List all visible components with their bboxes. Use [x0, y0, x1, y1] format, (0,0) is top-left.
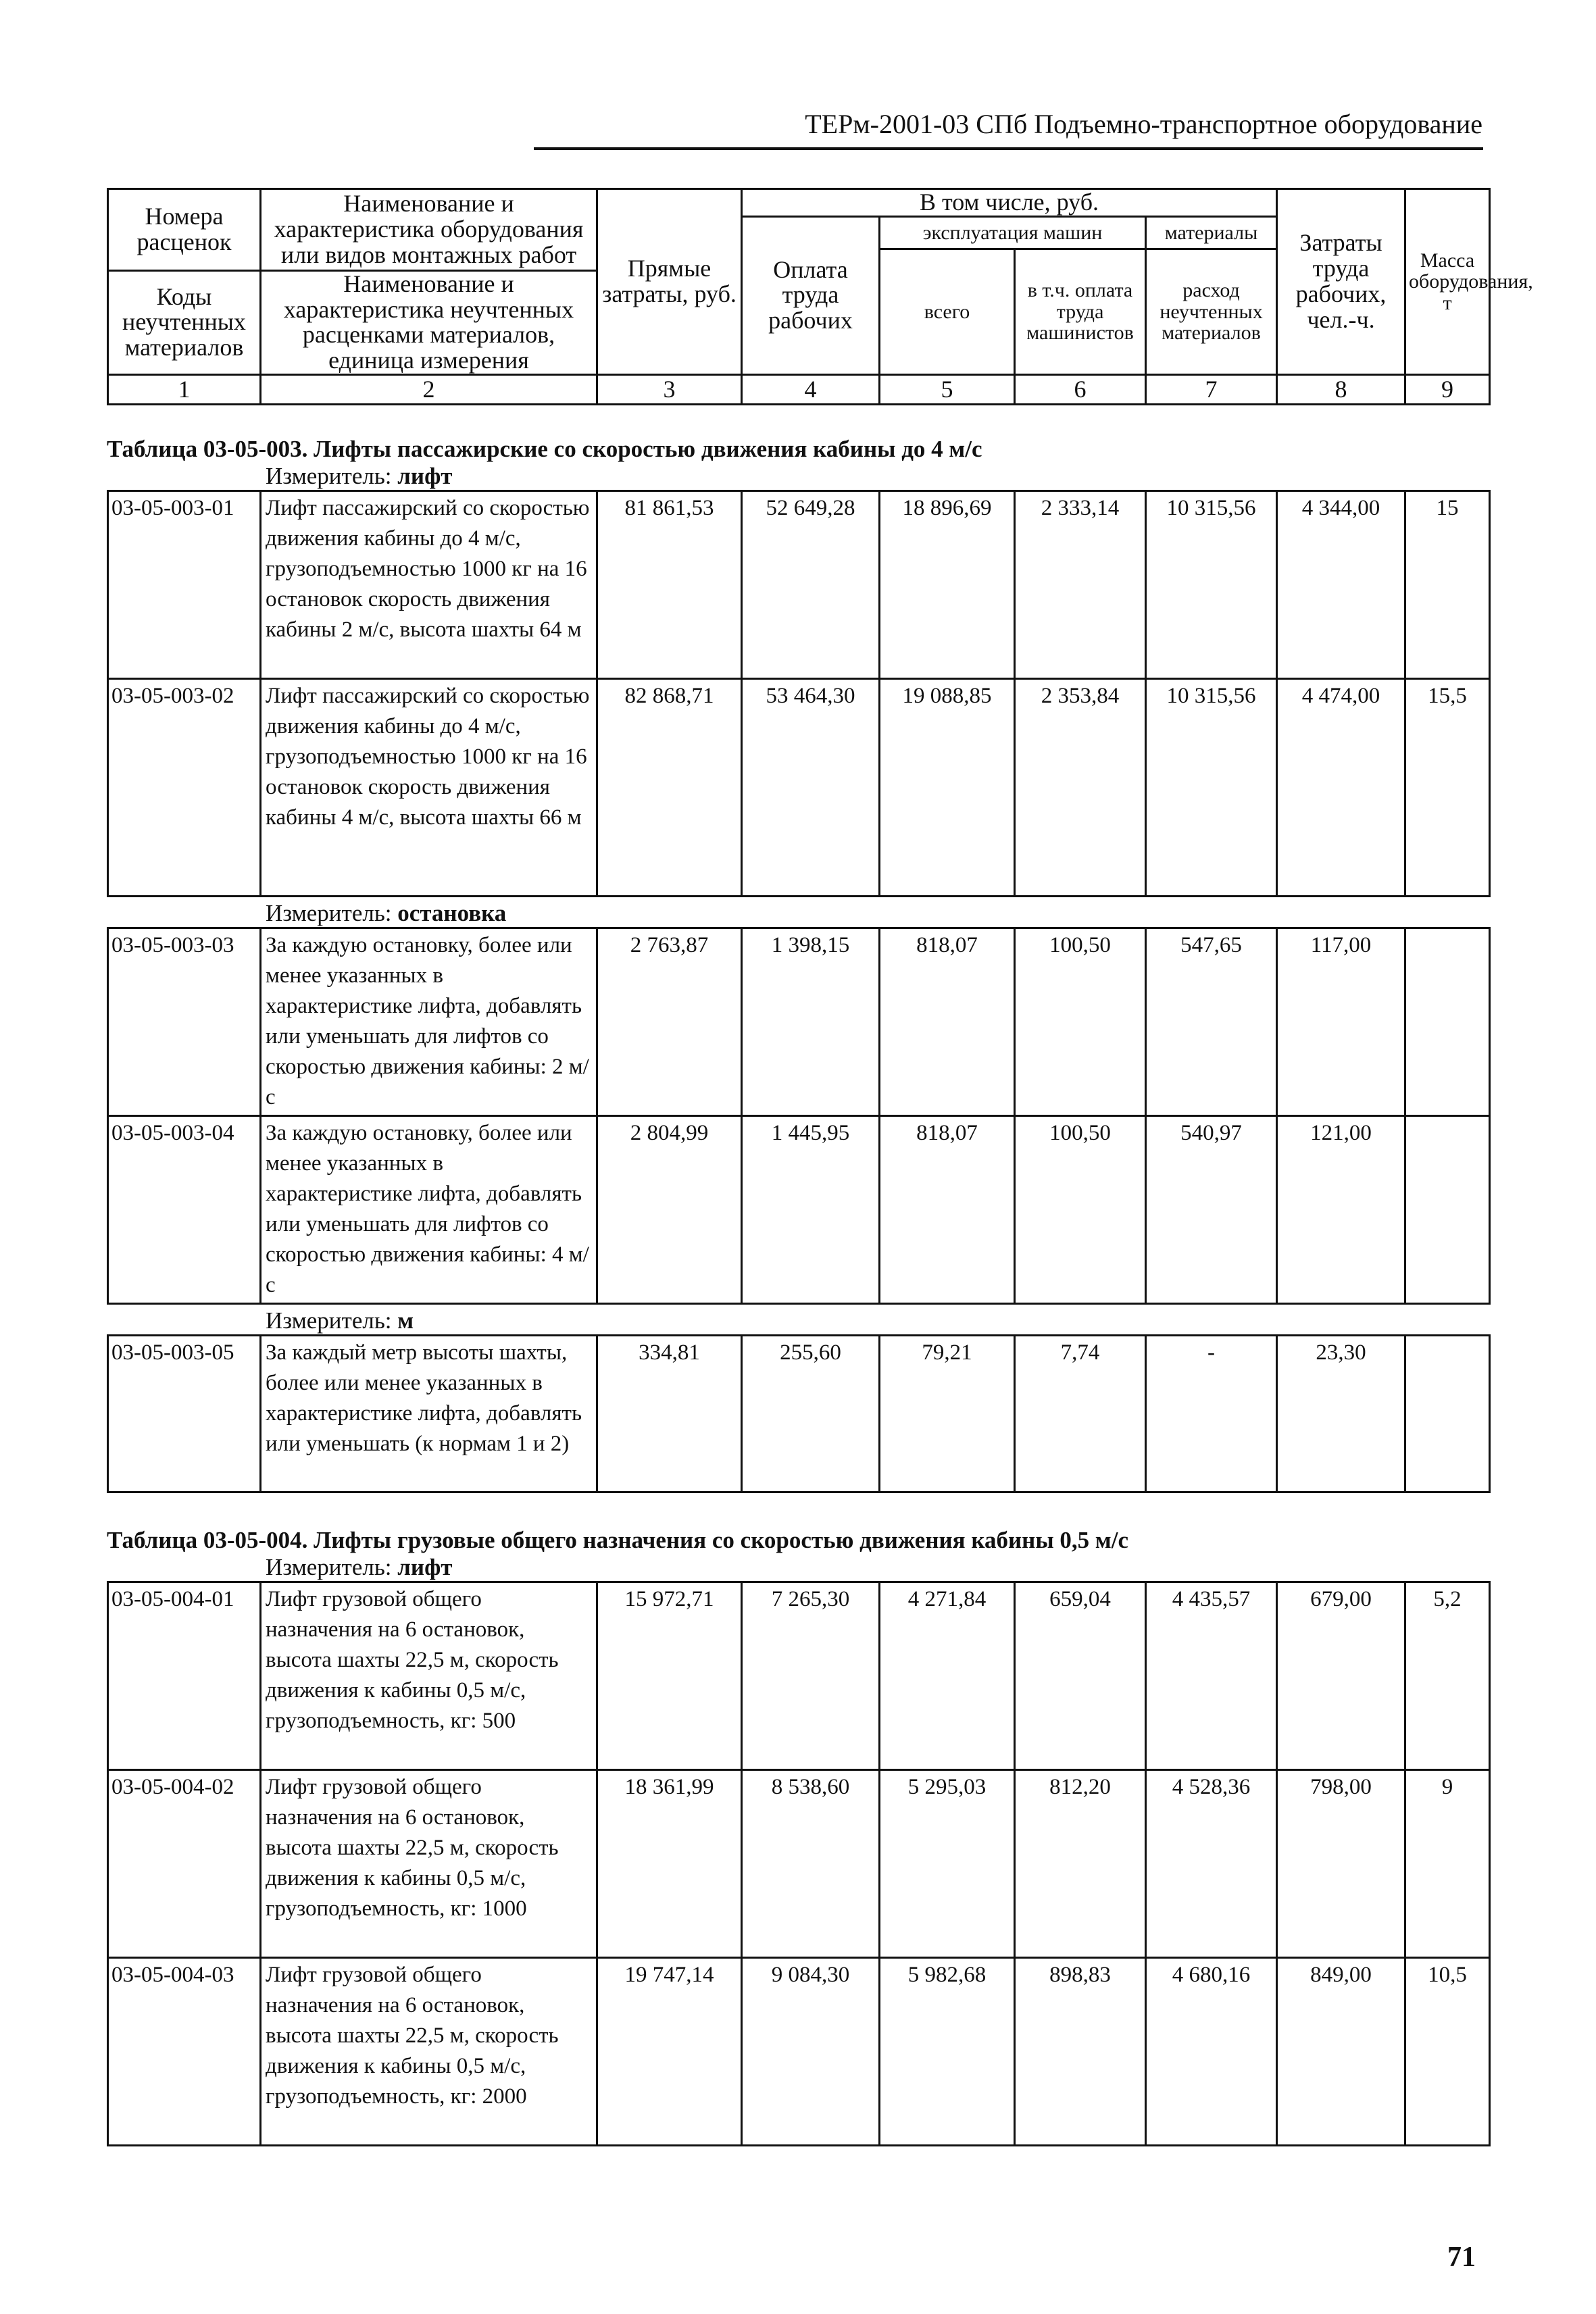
- table-03-05-004: [107, 1527, 1489, 2146]
- machines-total: 19 088,85: [880, 679, 1015, 897]
- machines-total: 79,21: [880, 1336, 1015, 1492]
- col-number: 7: [1146, 374, 1277, 404]
- rate-description: Лифт грузовой общего назначения на 6 остановок, высота шахты 22,5 м, скорость движения к кабины 0,5 м/с, грузоподъемность, кг: 2000: [261, 1958, 597, 2146]
- labor-hours: 849,00: [1277, 1958, 1405, 2146]
- col-4-header: Оплата труда рабочих: [742, 216, 880, 374]
- materials: 547,65: [1146, 928, 1277, 1116]
- col-5-header: всего: [880, 249, 1015, 374]
- machinist-pay: 2 333,14: [1015, 491, 1146, 679]
- machines-total: 818,07: [880, 928, 1015, 1116]
- direct-costs: 334,81: [597, 1336, 742, 1492]
- col-number: 8: [1277, 374, 1405, 404]
- group-header: В том числе, руб.: [742, 189, 1277, 217]
- direct-costs: 2 804,99: [597, 1116, 742, 1304]
- machinist-pay: 2 353,84: [1015, 679, 1146, 897]
- equipment-mass: 9: [1405, 1770, 1490, 1958]
- col-number: 6: [1015, 374, 1146, 404]
- table-row: [108, 1116, 1490, 1304]
- machinist-pay: 898,83: [1015, 1958, 1146, 2146]
- machinist-pay: 7,74: [1015, 1336, 1146, 1492]
- col-8-header: Затраты труда рабочих, чел.-ч.: [1277, 189, 1405, 375]
- labor-hours: 121,00: [1277, 1116, 1405, 1304]
- rates-table: [107, 1581, 1491, 2146]
- rate-description: Лифт пассажирский со скоростью движения кабины до 4 м/с, грузоподъемностью 1000 кг на 16 остановок скорость движения кабины 4 м/с, высота шахты 66 м: [261, 679, 597, 897]
- measure-label: Измеритель: лифт: [266, 1554, 453, 1580]
- machinist-pay: 100,50: [1015, 1116, 1146, 1304]
- col-1-bottom: Коды неучтенных материалов: [108, 270, 261, 374]
- labor-pay: 1 398,15: [742, 928, 880, 1116]
- direct-costs: 82 868,71: [597, 679, 742, 897]
- materials: 10 315,56: [1146, 679, 1277, 897]
- table-row: [108, 679, 1490, 897]
- rate-code: 03-05-003-02: [108, 679, 261, 897]
- measure-label: Измеритель: остановка: [266, 900, 507, 926]
- machines-total: 818,07: [880, 1116, 1015, 1304]
- equipment-mass: 5,2: [1405, 1582, 1490, 1770]
- subgroup-machines: эксплуатация машин: [880, 216, 1146, 249]
- labor-hours: 117,00: [1277, 928, 1405, 1116]
- rate-code: 03-05-004-02: [108, 1770, 261, 1958]
- rate-description: Лифт пассажирский со скоростью движения кабины до 4 м/с, грузоподъемностью 1000 кг на 16 остановок скорость движения кабины 2 м/с, высота шахты 64 м: [261, 491, 597, 679]
- col-number: 3: [597, 374, 742, 404]
- equipment-mass: [1405, 1116, 1490, 1304]
- direct-costs: 15 972,71: [597, 1582, 742, 1770]
- col-2-bottom: Наименование и характеристика неучтенных расценками материалов, единица измерения: [261, 270, 597, 374]
- rate-description: Лифт грузовой общего назначения на 6 остановок, высота шахты 22,5 м, скорость движения к кабины 0,5 м/с, грузоподъемность, кг: 1000: [261, 1770, 597, 1958]
- rates-table: [107, 490, 1491, 897]
- col-3-header: Прямые затраты, руб.: [597, 189, 742, 375]
- materials: 4 435,57: [1146, 1582, 1277, 1770]
- table-caption: Таблица 03-05-003. Лифты пассажирские со скоростью движения кабины до 4 м/с: [107, 436, 982, 462]
- labor-hours: 679,00: [1277, 1582, 1405, 1770]
- column-header-table: [107, 188, 1533, 405]
- measure-label: Измеритель: м: [266, 1307, 414, 1334]
- labor-pay: 255,60: [742, 1336, 880, 1492]
- col-number: 1: [108, 374, 261, 404]
- materials: 540,97: [1146, 1116, 1277, 1304]
- labor-hours: 798,00: [1277, 1770, 1405, 1958]
- labor-hours: 4 474,00: [1277, 679, 1405, 897]
- table-row: [108, 1770, 1490, 1958]
- table-row: [108, 1582, 1490, 1770]
- rate-code: 03-05-004-03: [108, 1958, 261, 2146]
- direct-costs: 19 747,14: [597, 1958, 742, 2146]
- table-caption: Таблица 03-05-004. Лифты грузовые общего назначения со скоростью движения кабины 0,5 м/с: [107, 1527, 1129, 1553]
- rate-code: 03-05-004-01: [108, 1582, 261, 1770]
- machines-total: 5 295,03: [880, 1770, 1015, 1958]
- col-9-header: Масса оборудования, т: [1405, 189, 1490, 375]
- col-number: 9: [1405, 374, 1490, 404]
- labor-pay: 53 464,30: [742, 679, 880, 897]
- table-row: [108, 1336, 1490, 1492]
- col-number: 5: [880, 374, 1015, 404]
- direct-costs: 18 361,99: [597, 1770, 742, 1958]
- rate-code: 03-05-003-01: [108, 491, 261, 679]
- machinist-pay: 812,20: [1015, 1770, 1146, 1958]
- machines-total: 18 896,69: [880, 491, 1015, 679]
- machines-total: 4 271,84: [880, 1582, 1015, 1770]
- col-2-top: Наименование и характеристика оборудования или видов монтажных работ: [261, 189, 597, 271]
- labor-pay: 9 084,30: [742, 1958, 880, 2146]
- page-header-title: ТЕРм-2001-03 СПб Подъемно-транспортное оборудование: [805, 109, 1482, 139]
- table-row: [108, 928, 1490, 1116]
- labor-hours: 23,30: [1277, 1336, 1405, 1492]
- rate-description: За каждый метр высоты шахты, более или менее указанных в характеристике лифта, добавлять или уменьшать (к нормам 1 и 2): [261, 1336, 597, 1492]
- equipment-mass: [1405, 1336, 1490, 1492]
- materials: 4 528,36: [1146, 1770, 1277, 1958]
- col-7-header: расход неучтенных материалов: [1146, 249, 1277, 374]
- labor-pay: 7 265,30: [742, 1582, 880, 1770]
- col-number: 2: [261, 374, 597, 404]
- table-row: [108, 1958, 1490, 2146]
- table-03-05-003: [107, 436, 1489, 1493]
- subgroup-materials: материалы: [1146, 216, 1277, 249]
- machines-total: 5 982,68: [880, 1958, 1015, 2146]
- rate-description: За каждую остановку, более или менее указанных в характеристике лифта, добавлять или уменьшать для лифтов со скоростью движения кабины: 4 м/с: [261, 1116, 597, 1304]
- page-number: 71: [1447, 2242, 1476, 2273]
- rate-description: Лифт грузовой общего назначения на 6 остановок, высота шахты 22,5 м, скорость движения к кабины 0,5 м/с, грузоподъемность, кг: 500: [261, 1582, 597, 1770]
- equipment-mass: 10,5: [1405, 1958, 1490, 2146]
- rate-code: 03-05-003-05: [108, 1336, 261, 1492]
- table-row: [108, 491, 1490, 679]
- rate-code: 03-05-003-04: [108, 1116, 261, 1304]
- materials: 4 680,16: [1146, 1958, 1277, 2146]
- rates-table: [107, 927, 1491, 1305]
- direct-costs: 2 763,87: [597, 928, 742, 1116]
- measure-label: Измеритель: лифт: [266, 463, 453, 489]
- equipment-mass: [1405, 928, 1490, 1116]
- equipment-mass: 15: [1405, 491, 1490, 679]
- rate-description: За каждую остановку, более или менее указанных в характеристике лифта, добавлять или уменьшать для лифтов со скоростью движения кабины: 2 м/с: [261, 928, 597, 1116]
- machinist-pay: 100,50: [1015, 928, 1146, 1116]
- col-number: 4: [742, 374, 880, 404]
- rates-table: [107, 1334, 1491, 1493]
- materials: -: [1146, 1336, 1277, 1492]
- header-rule: [534, 147, 1483, 150]
- labor-hours: 4 344,00: [1277, 491, 1405, 679]
- col-6-header: в т.ч. оплата труда машинистов: [1015, 249, 1146, 374]
- rate-code: 03-05-003-03: [108, 928, 261, 1116]
- equipment-mass: 15,5: [1405, 679, 1490, 897]
- direct-costs: 81 861,53: [597, 491, 742, 679]
- col-1-top: Номера расценок: [108, 189, 261, 271]
- machinist-pay: 659,04: [1015, 1582, 1146, 1770]
- materials: 10 315,56: [1146, 491, 1277, 679]
- labor-pay: 8 538,60: [742, 1770, 880, 1958]
- labor-pay: 52 649,28: [742, 491, 880, 679]
- labor-pay: 1 445,95: [742, 1116, 880, 1304]
